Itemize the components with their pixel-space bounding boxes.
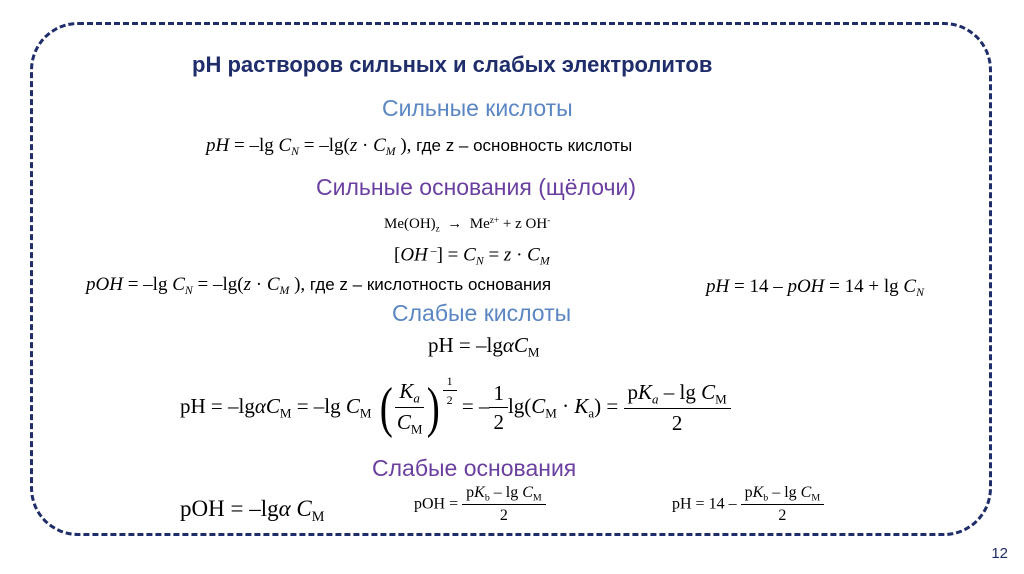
formula-strong-base-poh: pOH = –lg $C_N = -\lg(z \cdot C_M$ ), где z – кислотность основания: [86, 274, 552, 298]
formula-strong-base-ph: pH = 14 – pOH = $14 + \lg C_N$: [706, 276, 924, 300]
formula-weak-base-ph: pH = 14 – $\frac{pK_b - \lg C_M}{2}$: [672, 484, 824, 525]
heading-weak-bases: Слабые основания: [372, 455, 577, 481]
formula-strong-acid-ph: pH = –lg $C_N = -\lg(z \cdot C_M$ ), где z – основность кислоты: [206, 135, 633, 159]
formula-weak-acid-ph-full: pH = –lgαC$_M$ = –lg $C_M$ ( $\frac{K_a}{C_M}$ ) $^{\frac{1}{2}}$ = – $\frac{1}{2}$ $\lg(C_M \cdot K_a)$ = $\frac{pK_a - \lg C_M}{2}$: [180, 374, 731, 438]
acid-basicity-note: где z – основность кислоты: [416, 136, 633, 155]
formula-weak-base-poh-short: pOH = –lgα $C_M$: [180, 496, 325, 525]
formula-hydroxide-concentration: [OH $^-] = C_N = z \cdot C_M$: [394, 244, 550, 268]
formula-base-dissociation: $Me(OH)_z \to Me^{z+} + z$ OH-: [384, 216, 551, 235]
page-number: 12: [991, 545, 1008, 562]
heading-strong-acids: Сильные кислоты: [382, 95, 573, 121]
heading-strong-bases: Сильные основания (щёлочи): [316, 174, 637, 200]
heading-weak-acids: Слабые кислоты: [392, 300, 572, 326]
formula-weak-acid-ph-short: pH = –lgαC$_M$: [428, 333, 540, 360]
formula-weak-base-poh: pOH = $\frac{pK_b - \lg C_M}{2}$: [414, 484, 546, 525]
slide-title: pH растворов сильных и слабых электролитов: [192, 52, 713, 77]
base-acidity-note: где z – кислотность основания: [309, 275, 552, 294]
